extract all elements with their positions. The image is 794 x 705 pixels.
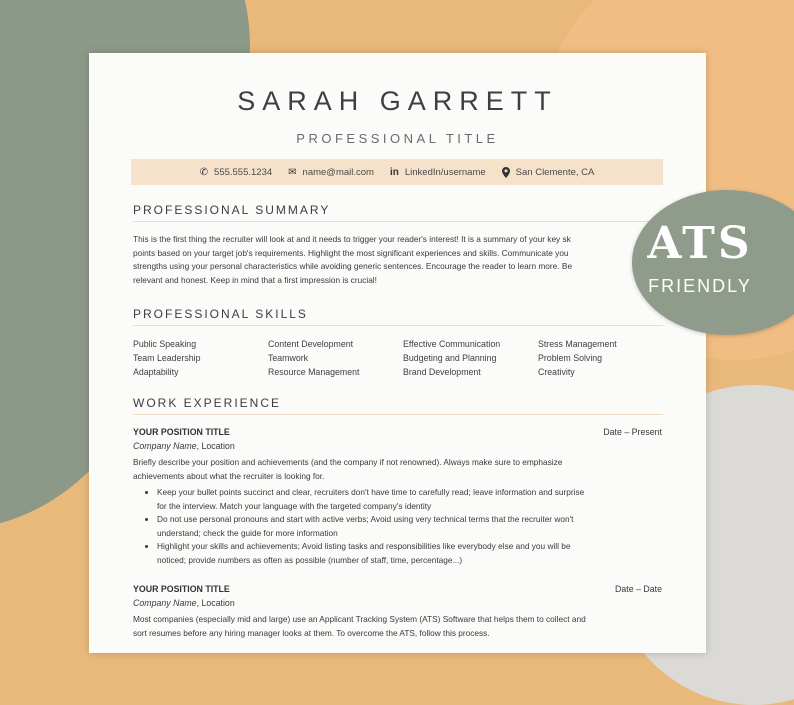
job-bullet: [157, 513, 687, 540]
job-description-line: achievements about what the recruiter is looking for.: [133, 470, 325, 481]
job-company: [133, 441, 235, 451]
job-description: [133, 456, 663, 483]
skill-item: Adaptability: [133, 367, 179, 377]
summary-line: points based on your target job's requirements. Highlight the most significant experiences and skills. Communicate you: [133, 247, 569, 258]
job-description-line: sort resumes before any hiring manager looks at them. To overcome the ATS, follow this process.: [133, 627, 490, 638]
bullet-line: Do not use personal pronouns and start with active verbs; Avoid using very technical terms that the recruiter won't: [157, 514, 574, 525]
phone-icon: ✆: [199, 166, 209, 178]
job-description-line: Most companies (especially mid and large) use an Applicant Tracking System (ATS) Software that helps them to collect and: [133, 614, 586, 624]
resume-name: SARAH GARRETT: [237, 86, 558, 116]
skill-item: Resource Management: [268, 367, 360, 377]
map-pin-icon: [502, 167, 510, 178]
summary-heading: PROFESSIONAL SUMMARY: [133, 203, 663, 222]
skill-item: Brand Development: [403, 367, 481, 377]
summary-line: This is the first thing the recruiter will look at and it needs to trigger your reader's interest! It is a summary of your key sk: [133, 234, 571, 244]
skill-item: Problem Solving: [538, 353, 603, 363]
badge-main-text: ATS: [647, 218, 753, 269]
job-description: [133, 613, 663, 640]
bullet-line: for the interview. Match your language with the targeted company's identity: [157, 500, 432, 511]
email-text: name@mail.com: [302, 166, 374, 178]
resume-page: [89, 53, 706, 653]
envelope-icon: ✉: [288, 166, 297, 178]
skill-item: Teamwork: [268, 353, 309, 363]
skill-item: Stress Management: [538, 339, 617, 349]
resume-professional-title: PROFESSIONAL TITLE: [296, 131, 499, 146]
job-bullet: [157, 540, 687, 567]
bullet-line: understand; check the guide for more information: [157, 527, 338, 538]
skill-item: Effective Communication: [403, 339, 501, 349]
skill-item: Team Leadership: [133, 353, 201, 363]
bullet-line: Keep your bullet points succinct and clear, recruiters don't have time to carefully read; leave information and surprise: [157, 487, 585, 497]
company-name: Company Name: [133, 598, 197, 608]
badge-sub-text: FRIENDLY: [648, 276, 752, 296]
skill-item: Creativity: [538, 367, 575, 377]
linkedin-text: LinkedIn/username: [404, 166, 486, 178]
company-name: Company Name: [133, 441, 197, 451]
contact-location: [502, 167, 595, 178]
skills-grid: [133, 338, 673, 379]
contact-linkedin: [390, 167, 486, 178]
contact-phone: [200, 167, 273, 178]
job-position-title: YOUR POSITION TITLE: [133, 584, 230, 594]
job-date: Date – Date: [615, 584, 662, 594]
job-description-line: Briefly describe your position and achievements (and the company if not renowned). Always make sure to emphasize: [133, 457, 563, 467]
bullet-line: noticed; provide numbers as often as possible (number of staff, time, percentage...): [157, 554, 463, 565]
linkedin-icon: in: [389, 166, 399, 178]
skill-item: Budgeting and Planning: [403, 353, 497, 363]
location-text: San Clemente, CA: [515, 166, 595, 178]
skill-item: Public Speaking: [133, 339, 197, 349]
job-bullet: [157, 486, 687, 513]
company-location: , Location: [196, 598, 235, 608]
summary-text: [133, 233, 663, 287]
job-bullets: [133, 486, 687, 568]
job-position-title: YOUR POSITION TITLE: [133, 427, 230, 437]
skill-item: Content Development: [268, 339, 354, 349]
phone-text: 555.555.1234: [214, 166, 273, 178]
summary-line: strengths using your personal characteristics while avoiding generic sentences. Encourage the reader to learn more. Be: [133, 261, 573, 272]
bullet-line: Highlight your skills and achievements; Avoid listing tasks and responsibilities like everybody else and you will be: [157, 541, 571, 552]
job-company: [133, 598, 235, 608]
contact-email: [288, 167, 374, 178]
summary-line: relevant and honest. Keep in mind that a first impression is crucial!: [133, 274, 377, 285]
skills-heading: PROFESSIONAL SKILLS: [133, 307, 663, 326]
experience-heading: WORK EXPERIENCE: [133, 396, 663, 415]
job-date: Date – Present: [603, 427, 662, 437]
company-location: , Location: [196, 441, 235, 451]
contact-bar: [131, 159, 663, 185]
